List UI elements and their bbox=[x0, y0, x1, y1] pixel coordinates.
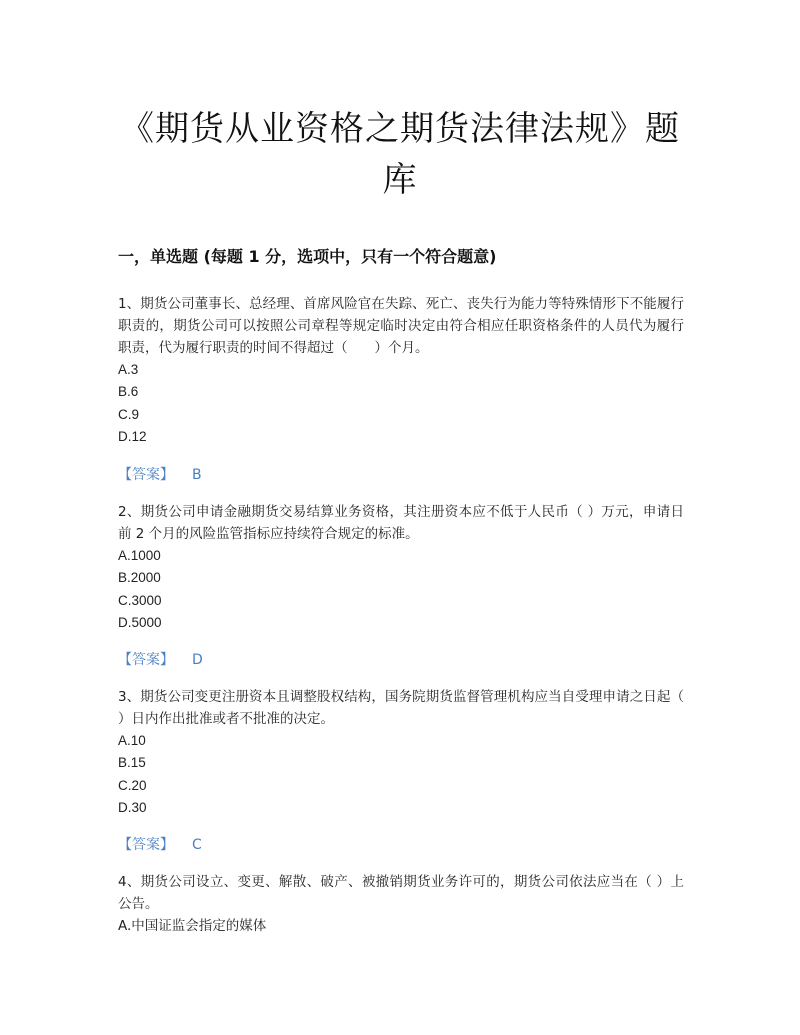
question-3-answer bbox=[118, 834, 202, 856]
question-2-option-a: A.1000 bbox=[118, 548, 161, 563]
question-3-option-c: C.20 bbox=[118, 777, 147, 793]
question-2-option-b: B.2000 bbox=[118, 570, 161, 586]
question-1-text: 1、期货公司董事长、总经理、首席风险官在失踪、死亡、丧失行为能力等特殊情形下不能履行职责的，期货公司可以按照公司章程等规定临时决定由符合相应任职资格条件的人员代为履行职责，代为履行职责的时间不得超过（ ）个月。 bbox=[118, 296, 684, 356]
answer-label: 【答案】 bbox=[118, 652, 174, 668]
question-4-option-a: A.中国证监会指定的媒体 bbox=[118, 918, 267, 934]
question-3-option-b: B.15 bbox=[118, 755, 146, 771]
question-3-text: 3、期货公司变更注册资本且调整股权结构，国务院期货监督管理机构应当自受理申请之日起（ ）日内作出批准或者不批准的决定。 bbox=[118, 689, 684, 727]
question-3-option-a: A.10 bbox=[118, 733, 146, 748]
question-1 bbox=[118, 293, 684, 449]
document-title: 《期货从业资格之期货法律法规》题库 bbox=[120, 109, 680, 200]
answer-label: 【答案】 bbox=[118, 837, 174, 853]
question-2-answer bbox=[118, 649, 203, 671]
question-1-option-d: D.12 bbox=[118, 429, 147, 445]
question-2-text: 2、期货公司申请金融期货交易结算业务资格，其注册资本应不低于人民币（ ）万元，申请日前 2 个月的风险监管指标应持续符合规定的标准。 bbox=[118, 504, 684, 542]
question-1-answer bbox=[118, 464, 202, 486]
question-2 bbox=[118, 501, 684, 635]
question-1-option-b: B.6 bbox=[118, 384, 139, 400]
question-4-text: 4、期货公司设立、变更、解散、破产、被撤销期货业务许可的，期货公司依法应当在（ ）上公告。 bbox=[118, 874, 684, 912]
question-3-option-d: D.30 bbox=[118, 800, 147, 816]
answer-value: B bbox=[192, 467, 202, 483]
answer-label: 【答案】 bbox=[118, 467, 174, 483]
question-1-option-a: A.3 bbox=[118, 362, 139, 377]
answer-value: C bbox=[192, 837, 202, 853]
question-3 bbox=[118, 686, 684, 820]
question-2-option-d: D.5000 bbox=[118, 615, 162, 631]
answer-value: D bbox=[192, 652, 203, 668]
question-4 bbox=[118, 871, 684, 937]
section-heading: 一，单选题 (每题 1 分，选项中，只有一个符合题意) bbox=[118, 247, 497, 266]
question-1-option-c: C.9 bbox=[118, 406, 140, 422]
question-2-option-c: C.3000 bbox=[118, 592, 162, 608]
